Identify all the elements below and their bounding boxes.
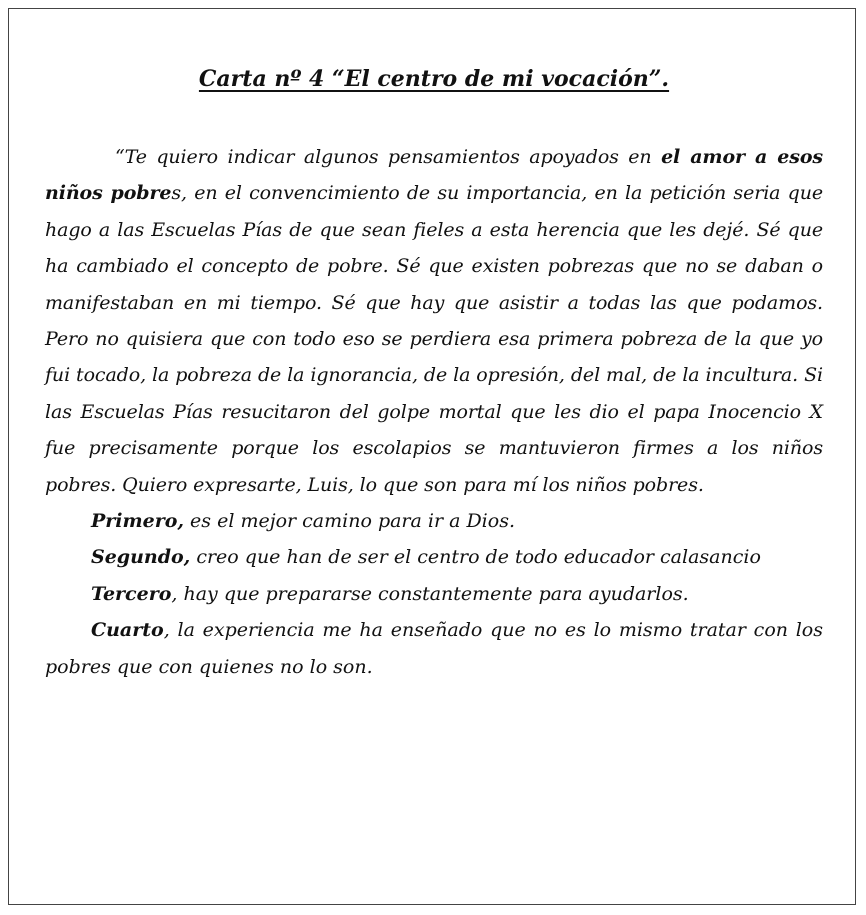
- letter-title: Carta nº 4 “El centro de mi vocación”.: [198, 66, 670, 92]
- point-third: [45, 576, 823, 612]
- point-first-text: es el mejor camino para ir a Dios.: [184, 510, 515, 533]
- intro-paragraph: [45, 139, 823, 503]
- point-fourth-text: , la experiencia me ha enseñado que no es lo mismo tratar con los pobres que con quienes no lo son.: [45, 619, 823, 678]
- point-first: [45, 503, 823, 539]
- letter-page: [8, 8, 856, 905]
- point-third-label: Tercero: [91, 582, 172, 605]
- point-second-label: Segundo,: [91, 546, 191, 569]
- point-second: [45, 539, 823, 575]
- intro-bold-phrase: el amor a esos niños pobre: [45, 146, 823, 205]
- point-second-text: creo que han de ser el centro de todo educador calasancio: [190, 546, 761, 569]
- point-first-label: Primero,: [91, 510, 185, 533]
- letter-content: [45, 59, 823, 685]
- point-fourth: [45, 612, 823, 685]
- point-fourth-label: Cuarto: [91, 619, 164, 642]
- open-quote: “: [115, 146, 125, 168]
- point-third-text: , hay que prepararse constantemente para ayudarlos.: [171, 582, 689, 605]
- intro-text-rest: s, en el convencimiento de su importancia, en la petición seria que hago a las Escuelas Pías de que sean fieles a esta herencia que les dejé. Sé que ha cambiado el concepto de pobre. Sé que existen pobrezas que no se daban o manifestaban en mi tiempo. Sé que hay que asistir a todas las que podamos. Pero no quisiera que con todo eso se perdiera esa primera pobreza de la que yo fui tocado, la pobreza de la ignorancia, de la opresión, del mal, de la incultura. Si las Escuelas Pías resucitaron del golpe mortal que les dio el papa Inocencio X fue precisamente porque los escolapios se mantuvieron firmes a los niños pobres. Quiero expresarte, Luis, lo que son para mí los niños pobres.: [45, 182, 823, 496]
- intro-text-start: Te quiero indicar algunos pensamientos apoyados en: [124, 146, 662, 168]
